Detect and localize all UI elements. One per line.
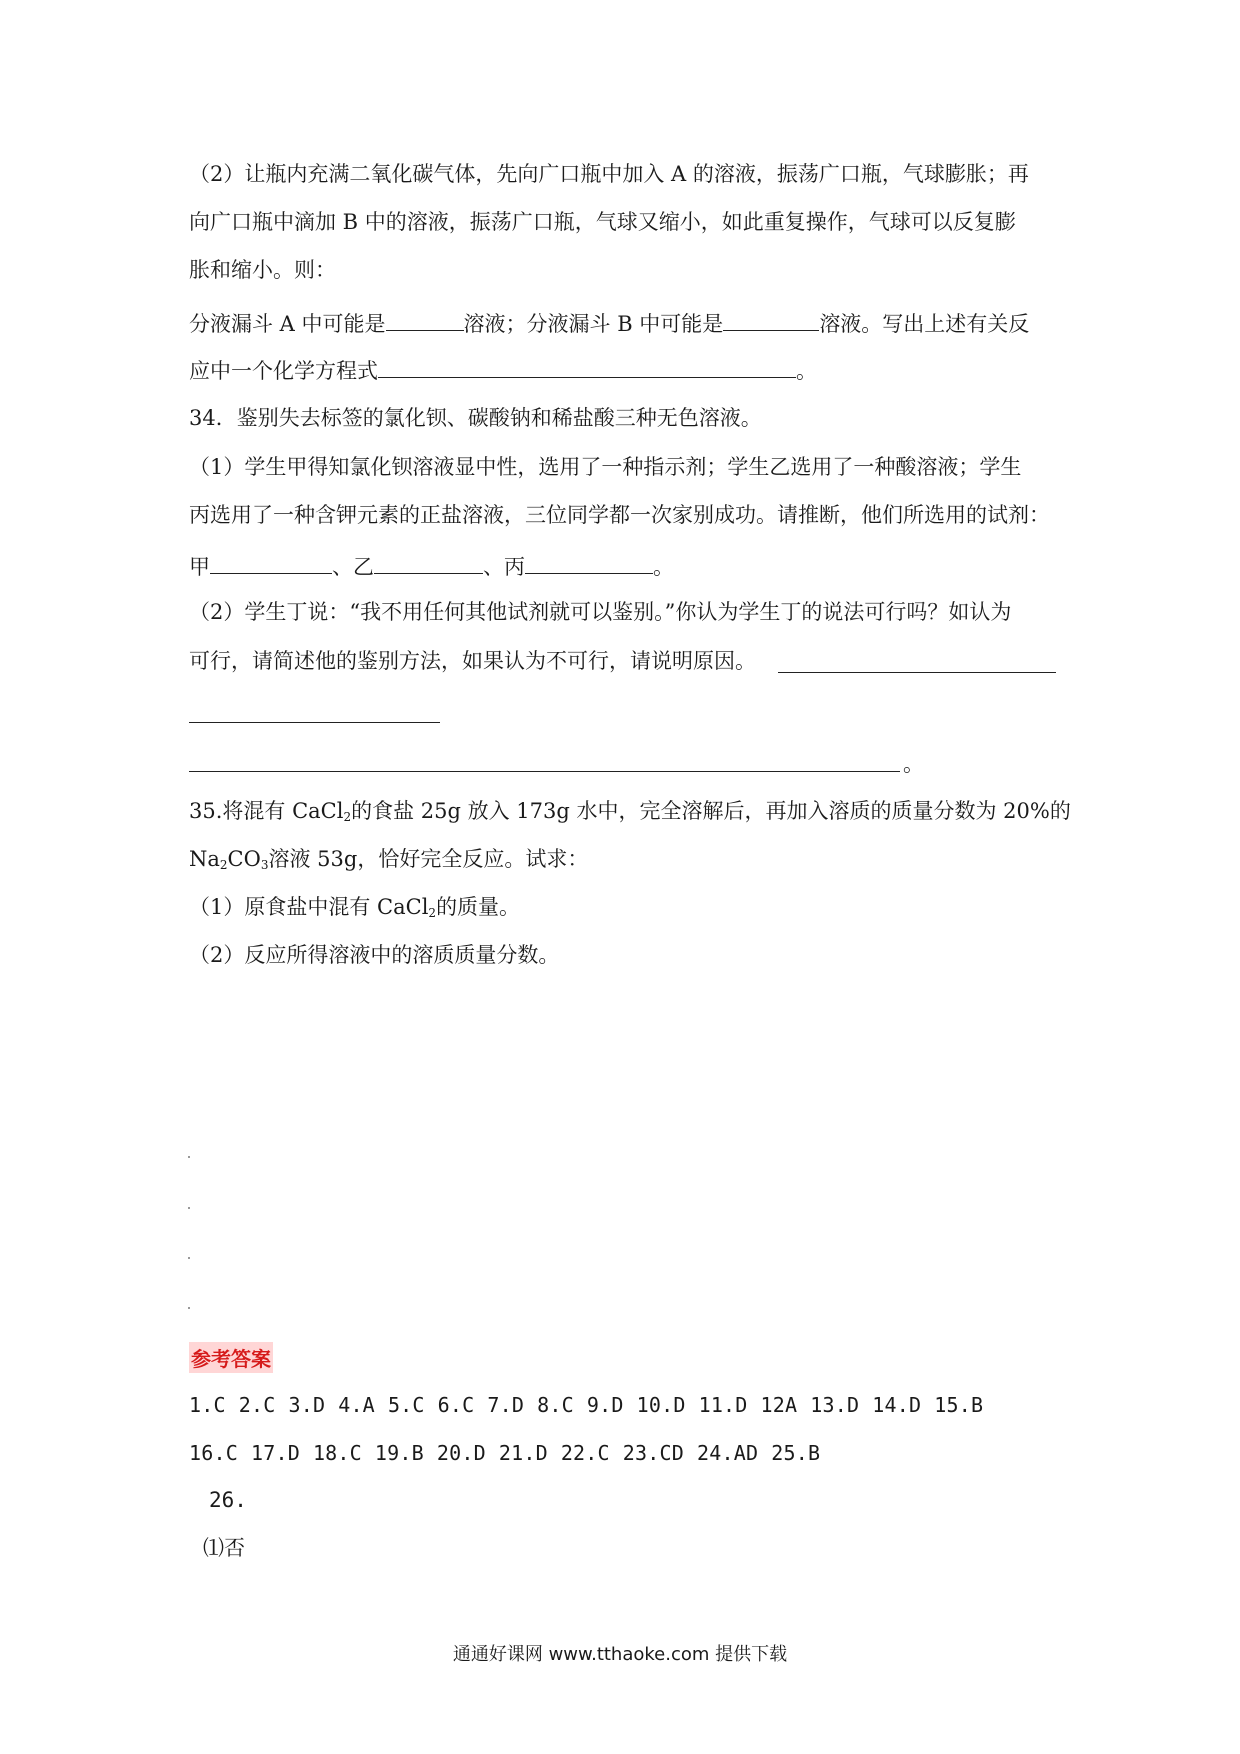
answers-heading: 参考答案: [189, 1342, 273, 1373]
q35-line2-text-b: CO: [227, 847, 261, 871]
answer-item: 23.CD: [622, 1441, 684, 1465]
answers-row-2: [189, 1441, 833, 1465]
q33-equation-line: [189, 357, 817, 382]
answer-item: 5.C: [387, 1393, 425, 1417]
q34-part2-line2: [189, 651, 756, 672]
q33-equation-label: 应中一个化学方程式: [189, 359, 378, 383]
q35-line2-subscript-1: 2: [219, 858, 228, 872]
answer-item: 14.D: [872, 1393, 922, 1417]
answers-row-1: [189, 1393, 996, 1417]
q33-write-equation-text: 溶液。写出上述有关反: [819, 312, 1030, 336]
margin-dot: [188, 1156, 190, 1158]
answer-item: 19.B: [374, 1441, 424, 1465]
answer-blank-a[interactable]: [386, 310, 464, 331]
q33-period: 。: [796, 359, 817, 383]
answer-item: 25.B: [771, 1441, 821, 1465]
q34-bing-label: 、丙: [483, 555, 525, 579]
q35-line1-text-a: 35.将混有 CaCl: [189, 799, 344, 823]
answer-item: 8.C: [537, 1393, 574, 1417]
answer-item: 7.D: [487, 1393, 525, 1417]
answer-blank-reason-2[interactable]: [189, 722, 440, 723]
answer-item: 16.C: [189, 1441, 238, 1465]
q33-part2-line2: 向广口瓶中滴加 B 中的溶液，振荡广口瓶，气球又缩小，如此重复操作，气球可以反复膨: [189, 210, 1016, 234]
answer-item: 20.D: [436, 1441, 486, 1465]
q34-part1-line1: （1）学生甲得知氯化钡溶液显中性，选用了一种指示剂；学生乙选用了一种酸溶液；学生: [189, 455, 1022, 479]
answer-item: 17.D: [250, 1441, 300, 1465]
q35-line1-subscript: 2: [343, 810, 352, 824]
q35-subq1: [189, 897, 520, 918]
margin-dot: [188, 1257, 190, 1259]
q34-part1-line2: 丙选用了一种含钾元素的正盐溶液，三位同学都一次家别成功。请推断，他们所选用的试剂：: [189, 503, 1050, 527]
q33-part2-line3: 胀和缩小。则：: [189, 258, 336, 282]
q35-line2-subscript-2: 3: [260, 858, 269, 872]
q33-blank-line: [189, 310, 1029, 335]
answer-blank-equation[interactable]: [378, 357, 796, 378]
answer-blank-b[interactable]: [723, 310, 819, 331]
q34-reagents-end: 。: [653, 555, 674, 579]
q34-yi-label: 、乙: [332, 555, 374, 579]
answer-item: 4.A: [338, 1393, 375, 1417]
answer-item: 11.D: [698, 1393, 748, 1417]
q34-title: 34．鉴别失去标签的氯化钡、碳酸钠和稀盐酸三种无色溶液。: [189, 406, 762, 430]
q35-subq1-subscript: 2: [428, 906, 437, 920]
q34-reagents-line: [189, 553, 674, 578]
answer-item: 15.B: [934, 1393, 984, 1417]
answer-blank-reason-1[interactable]: [778, 672, 1056, 673]
q34-part2-line1: （2）学生丁说：“我不用任何其他试剂就可以鉴别。”你认为学生丁的说法可行吗？如认为: [189, 600, 1012, 624]
answer-item: 2.C: [238, 1393, 276, 1417]
answer-blank-jia[interactable]: [210, 553, 332, 574]
q34-part2-question: 可行，请简述他的鉴别方法，如果认为不可行，请说明原因。: [189, 649, 756, 673]
answer-item: 24.AD: [697, 1441, 759, 1465]
answer-26: 26.: [209, 1488, 247, 1512]
q35-line2-text-c: 溶液 53g，恰好完全反应。试求：: [268, 847, 589, 871]
answer-item: 6.C: [437, 1393, 475, 1417]
q33-funnel-a-text: 分液漏斗 A 中可能是: [189, 312, 386, 336]
answer-item: 13.D: [810, 1393, 860, 1417]
answer-item: 18.C: [312, 1441, 362, 1465]
q35-line1-text-b: 的食盐 25g 放入 173g 水中，完全溶解后，再加入溶质的质量分数为 20%的: [351, 799, 1071, 823]
margin-dot: [188, 1307, 190, 1309]
q34-jia-label: 甲: [189, 555, 210, 579]
q35-subq1-text-b: 的质量。: [436, 895, 521, 919]
q35-line1: [189, 801, 1071, 822]
answer-item: 12A: [760, 1393, 798, 1417]
q35-subq2: （2）反应所得溶液中的溶质质量分数。: [189, 943, 560, 967]
answer-blank-bing[interactable]: [525, 553, 653, 574]
margin-dot: [188, 1207, 190, 1209]
answer-26-part1: ⑴否: [203, 1536, 245, 1560]
answer-item: 1.C: [189, 1393, 226, 1417]
q35-line2-text-a: Na: [189, 847, 220, 871]
q33-funnel-b-text: 溶液；分液漏斗 B 中可能是: [463, 312, 724, 336]
answer-item: 22.C: [560, 1441, 610, 1465]
q35-line2: [189, 849, 588, 870]
answer-item: 3.D: [288, 1393, 326, 1417]
q33-part2-line1: （2）让瓶内充满二氧化碳气体，先向广口瓶中加入 A 的溶液，振荡广口瓶，气球膨胀；再: [189, 162, 1029, 186]
answer-item: 10.D: [636, 1393, 686, 1417]
answer-blank-reason-3[interactable]: [189, 771, 900, 772]
answer-item: 9.D: [586, 1393, 624, 1417]
answer-item: 21.D: [498, 1441, 548, 1465]
answer-blank-yi[interactable]: [374, 553, 483, 574]
q35-subq1-text-a: （1）原食盐中混有 CaCl: [189, 895, 429, 919]
page-footer: 通通好课网 www.tthaoke.com 提供下载: [452, 1644, 788, 1665]
q34-part2-end: 。: [903, 752, 924, 776]
